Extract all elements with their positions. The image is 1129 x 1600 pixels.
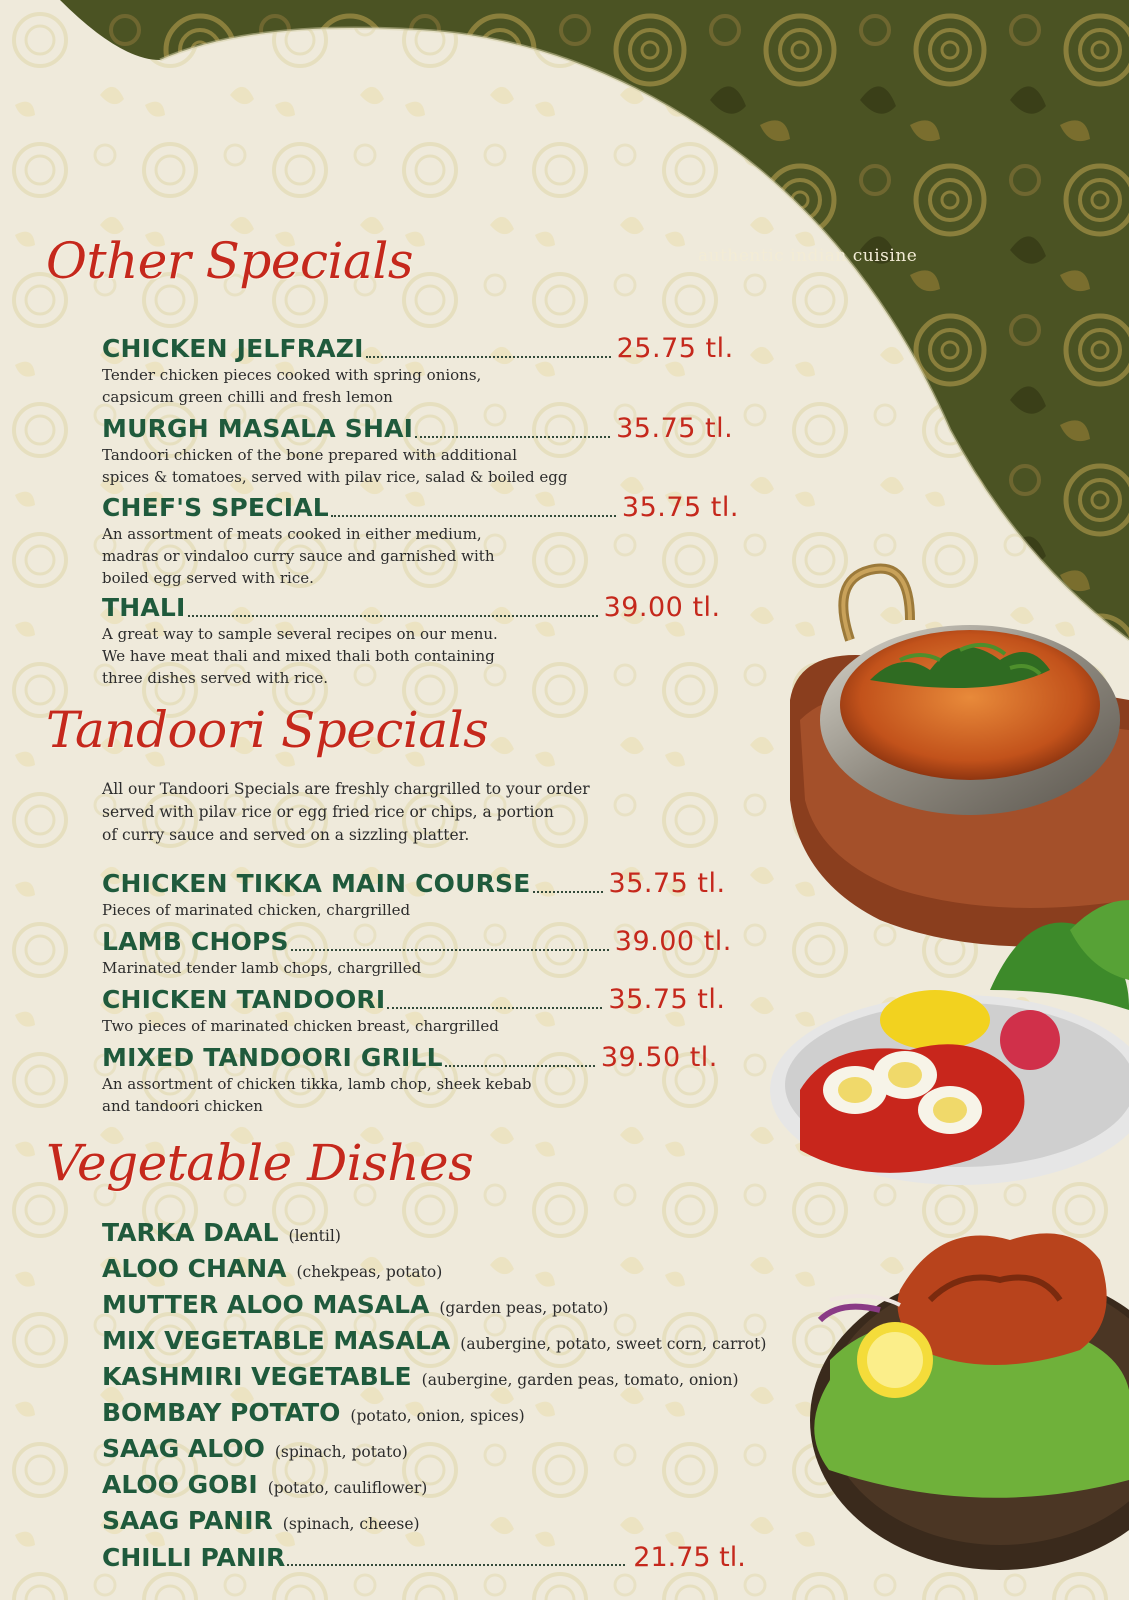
- item-description: An assortment of meats cooked in either medium,: [102, 525, 482, 543]
- veg-item: [102, 1218, 341, 1247]
- menu-item: [102, 926, 732, 979]
- leader-dots: [445, 1065, 595, 1067]
- leader-dots: [533, 891, 603, 893]
- veg-ingredients: (garden peas, potato): [439, 1299, 609, 1317]
- item-description: Tandoori chicken of the bone prepared with additional: [102, 446, 518, 464]
- veg-item: [102, 1326, 766, 1355]
- leader-dots: [415, 436, 610, 438]
- item-name: CHICKEN TANDOORI: [102, 985, 386, 1014]
- veg-ingredients: (lentil): [288, 1227, 341, 1245]
- leader-dots: [331, 515, 616, 517]
- veg-item: [102, 1506, 420, 1535]
- veg-item: [102, 1254, 442, 1283]
- item-name: THALI: [102, 593, 186, 622]
- leader-dots: [287, 1564, 625, 1566]
- item-price: 35.75 tl.: [616, 413, 734, 444]
- item-price: 39.00 tl.: [614, 926, 732, 957]
- item-description: Two pieces of marinated chicken breast, chargrilled: [102, 1017, 499, 1035]
- item-name: CHICKEN TIKKA MAIN COURSE: [102, 869, 531, 898]
- veg-name: SAAG ALOO: [102, 1434, 265, 1463]
- veg-ingredients: (chekpeas, potato): [296, 1263, 443, 1281]
- veg-name: ALOO CHANA: [102, 1254, 287, 1283]
- veg-name: BOMBAY POTATO: [102, 1398, 341, 1427]
- menu-item: [102, 984, 725, 1037]
- item-description: boiled egg served with rice.: [102, 569, 314, 587]
- veg-name: KASHMIRI VEGETABLE: [102, 1362, 412, 1391]
- item-description: A great way to sample several recipes on our menu.: [102, 625, 498, 643]
- veg-ingredients: (aubergine, potato, sweet corn, carrot): [460, 1335, 767, 1353]
- veg-ingredients: (potato, cauliflower): [267, 1479, 428, 1497]
- menu-item: [102, 868, 726, 921]
- menu-item: [102, 492, 739, 589]
- veg-item: [102, 1434, 408, 1463]
- intro-line: of curry sauce and served on a sizzling platter.: [102, 826, 470, 844]
- veg-name: MUTTER ALOO MASALA: [102, 1290, 430, 1319]
- veg-item: [102, 1398, 525, 1427]
- item-price: 35.75 tl.: [621, 492, 739, 523]
- veg-name: TARKA DAAL: [102, 1218, 279, 1247]
- item-description: madras or vindaloo curry sauce and garnished with: [102, 547, 495, 565]
- menu-item: [102, 592, 721, 689]
- item-name: MURGH MASALA SHAI: [102, 414, 414, 443]
- tagline: authentic indian cuisine: [698, 246, 918, 266]
- tandoori-intro: [102, 778, 590, 847]
- item-name: MIXED TANDOORI GRILL: [102, 1043, 443, 1072]
- leader-dots: [291, 949, 609, 951]
- tandoori-specials-heading: Tandoori Specials: [46, 701, 489, 759]
- veg-item: [102, 1362, 739, 1391]
- item-description: Marinated tender lamb chops, chargrilled: [102, 959, 422, 977]
- item-description: We have meat thali and mixed thali both containing: [102, 647, 495, 665]
- other-specials-heading: Other Specials: [46, 232, 413, 290]
- veg-ingredients: (spinach, potato): [274, 1443, 408, 1461]
- item-price: 39.00 tl.: [603, 592, 721, 623]
- item-description: Pieces of marinated chicken, chargrilled: [102, 901, 411, 919]
- item-description: spices & tomatoes, served with pilav rice, salad & boiled egg: [102, 468, 568, 486]
- item-name: CHEF'S SPECIAL: [102, 493, 329, 522]
- item-description: three dishes served with rice.: [102, 669, 329, 687]
- veg-name: MIX VEGETABLE MASALA: [102, 1326, 451, 1355]
- item-description: and tandoori chicken: [102, 1097, 263, 1115]
- vegetable-dishes-heading: Vegetable Dishes: [46, 1134, 474, 1192]
- veg-ingredients: (potato, onion, spices): [350, 1407, 525, 1425]
- veg-item: [102, 1290, 608, 1319]
- menu-item: [102, 333, 734, 408]
- veg-ingredients: (spinach, cheese): [282, 1515, 420, 1533]
- leader-dots: [387, 1007, 602, 1009]
- item-price: 35.75 tl.: [608, 984, 726, 1015]
- veg-name: ALOO GOBI: [102, 1470, 258, 1499]
- veg-item: [102, 1470, 427, 1499]
- leader-dots: [366, 356, 611, 358]
- intro-line: All our Tandoori Specials are freshly chargrilled to your order: [102, 780, 590, 798]
- item-description: Tender chicken pieces cooked with spring onions,: [102, 366, 482, 384]
- item-price: 35.75 tl.: [608, 868, 726, 899]
- item-name: LAMB CHOPS: [102, 927, 289, 956]
- menu-item: [102, 1042, 718, 1117]
- veg-item: [102, 1542, 746, 1573]
- item-price: 25.75 tl.: [616, 333, 734, 364]
- item-description: capsicum green chilli and fresh lemon: [102, 388, 393, 406]
- leader-dots: [188, 615, 598, 617]
- intro-line: served with pilav rice or egg fried rice or chips, a portion: [102, 803, 554, 821]
- veg-name: CHILLI PANIR: [102, 1543, 286, 1572]
- veg-price: 21.75 tl.: [633, 1542, 746, 1573]
- item-description: An assortment of chicken tikka, lamb chop, sheek kebab: [102, 1075, 532, 1093]
- veg-ingredients: (aubergine, garden peas, tomato, onion): [421, 1371, 739, 1389]
- item-price: 39.50 tl.: [600, 1042, 718, 1073]
- veg-name: SAAG PANIR: [102, 1506, 273, 1535]
- menu-item: [102, 413, 733, 488]
- item-name: CHICKEN JELFRAZI: [102, 334, 364, 363]
